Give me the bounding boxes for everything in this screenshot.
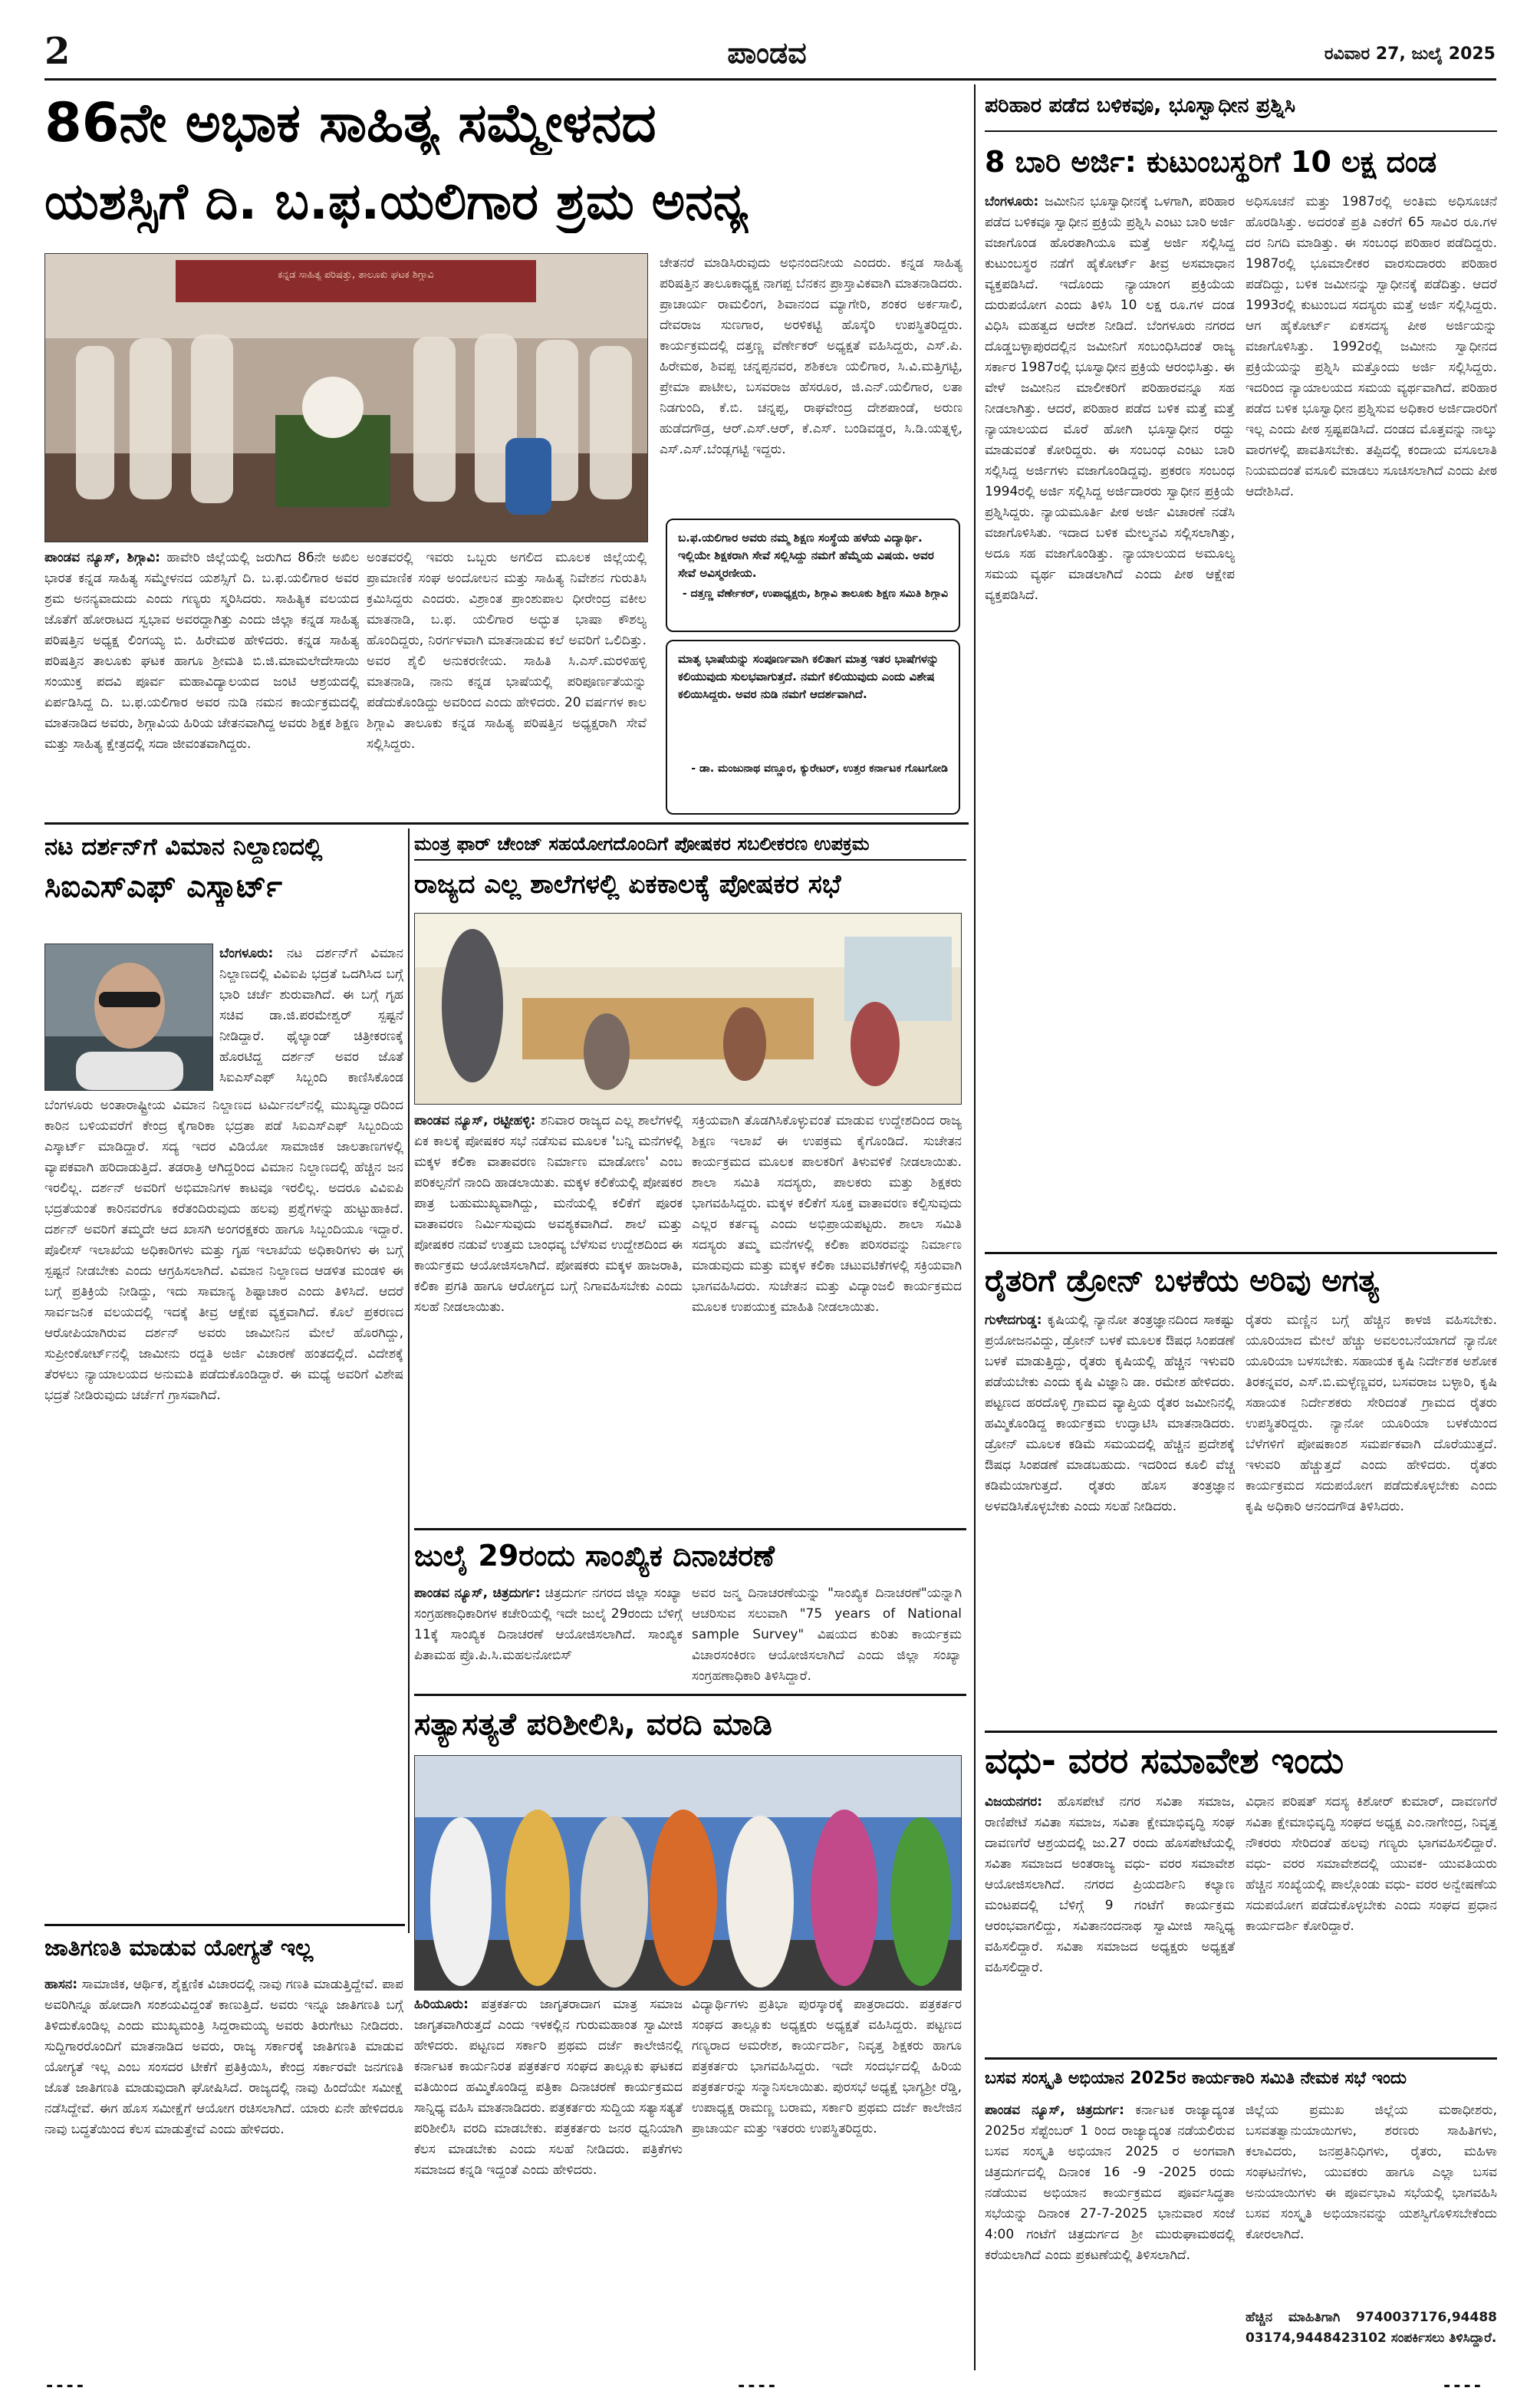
drone-dateline: ಗುಳೇದಗುಡ್ಡ:	[985, 1312, 1042, 1328]
wedding-col2: ವಿಧಾನ ಪರಿಷತ್ ಸದಸ್ಯ ಕಿಶೋರ್ ಕುಮಾರ್, ದಾವಣಗೆರೆ ಸವಿತಾ ಕ್ಷೇಮಾಭಿವೃದ್ಧಿ ಸಂಘದ ಅಧ್ಯಕ್ಷ ಎಂ.ನಾಗೇಂದ್ರ, ನಿವೃತ್ತ ನೌಕರರು ಸೇರಿದಂತೆ ಹಲವು ಗಣ್ಯರು ಭಾಗವಹಿಸಲಿದ್ದಾರೆ. ವಧು- ವರರ ಸಮಾವೇಶದಲ್ಲಿ ಯುವಕ- ಯುವತಿಯರು ಹೆಚ್ಚಿನ ಸಂಖ್ಯೆಯಲ್ಲಿ ಪಾಲ್ಗೊಂಡು ವಧು- ವರರ ಅನ್ವೇಷಣೆಯ ಸದುಪಯೋಗ ಪಡೆದುಕೊಳ್ಳಬೇಕು ಎಂದು ಸಂಘದ ಪ್ರಧಾನ ಕಾರ್ಯದರ್ಶಿ ಕೋರಿದ್ದಾರೆ.	[1245, 1794, 1497, 1934]
lead-caption-dateline: ಪಾಂಡವ ನ್ಯೂಸ್, ಶಿಗ್ಗಾವಿ:	[44, 550, 160, 565]
cisf-dateline: ಬೆಂಗಳೂರು:	[219, 946, 274, 961]
parents-photo	[414, 913, 962, 1105]
lead-bottom-rule	[44, 822, 969, 825]
lead-quote-box-2	[666, 640, 960, 815]
lead-headline-line2: ಯಶಸ್ಸಿಗೆ ದಿ. ಬ.ಫ.ಯಲಿಗಾರ ಶ್ರಮ ಅನನ್ಯ	[44, 172, 749, 231]
lead-col2: ಅಂತವರಲ್ಲಿ ಇವರು ಒಬ್ಬರು ಅಗಲಿದ ಮೂಲಕ ಜಿಲ್ಲೆಯಲ್ಲಿ ಪ್ರಾಮಾಣಿಕ ಸಂಘ ಅಂದೋಲನ ಮತ್ತು ಸಾಹಿತ್ಯ ನಿವೇಶನ ಗುರುತಿಸಿ ಕ್ರಮಿಸಿದ್ದರು ಎಂದರು. ವಿಶ್ರಾಂತ ಪ್ರಾಂಶುಪಾಲ ಧೀರೇಂದ್ರ ವಕೀಲ ಮಾತನಾಡಿ, ಬ.ಫ. ಯಲಿಗಾರ ಅದ್ಭುತ ಭಾಷಾ ಕೌಶಲ್ಯ ಹೊಂದಿದ್ದರು, ನಿರರ್ಗಳವಾಗಿ ಮಾತನಾಡುವ ಕಲೆ ಅವರಿಗೆ ಒಲಿದಿತ್ತು. ಅವರ ಶೈಲಿ ಅನುಕರಣೀಯ. ಸಾಹಿತಿ ಸಿ.ಎಸ್.ಮರಳಿಹಳ್ಳಿ ಮಾತನಾಡಿ, ನಾನು ಕನ್ನಡ ಭಾಷೆಯಲ್ಲಿ ಪರಿಪೂರ್ಣತೆಯನ್ನು ಪಡೆದುಕೊಂಡಿದ್ದು ಅವರಿಂದ ಎಂದು ಹೇಳಿದರು. 20 ವರ್ಷಗಳ ಕಾಲ ಶಿಗ್ಗಾವಿ ತಾಲೂಕು ಕನ್ನಡ ಸಾಹಿತ್ಯ ಪರಿಷತ್ತಿನ ಅಧ್ಯಕ್ಷರಾಗಿ ಸೇವೆ ಸಲ್ಲಿಸಿದ್ದರು.	[367, 550, 647, 752]
comp-dateline: ಬೆಂಗಳೂರು:	[985, 194, 1039, 209]
cisf-top-text-body: ನಟ ದರ್ಶನ್‌ಗೆ ವಿಮಾನ ನಿಲ್ದಾಣದಲ್ಲಿ ವಿವಿಐಪಿ ಭದ್ರತೆ ಒದಗಿಸಿದ ಬಗ್ಗೆ ಭಾರಿ ಚರ್ಚೆ ಶುರುವಾಗಿದೆ. ಈ ಬಗ್ಗೆ ಗೃಹ ಸಚಿವ ಡಾ.ಜಿ.ಪರಮೇಶ್ವರ್ ಸ್ಪಷ್ಟನೆ ನೀಡಿದ್ದಾರೆ. ಥೈಲ್ಯಾಂಡ್ ಚಿತ್ರೀಕರಣಕ್ಕೆ ಹೊರಟಿದ್ದ ದರ್ಶನ್ ಅವರ ಜೊತೆ ಸಿಐಎಸ್‌ಎಫ್ ಸಿಬ್ಬಂದಿ ಕಾಣಿಸಿಕೊಂಡ	[219, 946, 403, 1085]
lead-caption	[44, 548, 359, 816]
basava-dateline: ಪಾಂಡವ ನ್ಯೂಸ್, ಚಿತ್ರದುರ್ಗ:	[985, 2103, 1124, 2118]
caste-top-rule	[44, 1924, 405, 1926]
masthead-rule	[44, 78, 1496, 81]
cisf-photo	[44, 944, 213, 1091]
cisf-photo-image	[45, 944, 212, 1090]
footer-mark-center: ----	[736, 2376, 777, 2396]
wedding-headline: ವಧು- ವರರ ಸಮಾವೇಶ ಇಂದು	[985, 1740, 1344, 1781]
truth-photo-image	[415, 1756, 961, 1990]
parents-headline: ರಾಜ್ಯದ ಎಲ್ಲ ಶಾಲೆಗಳಲ್ಲಿ ಏಕಕಾಲಕ್ಕೆ ಪೋಷಕರ ಸಭೆ	[414, 869, 841, 900]
drone-col1-text: ಕೃಷಿಯಲ್ಲಿ ನ್ಯಾನೋ ತಂತ್ರಜ್ಞಾನದಿಂದ ಸಾಕಷ್ಟು ಪ್ರಯೋಜನವಿದ್ದು, ಡ್ರೋನ್ ಬಳಕೆ ಮೂಲಕ ಔಷಧ ಸಿಂಪಡಣೆ ಬಳಕೆ ಮಾಡುತ್ತಿದ್ದು, ರೈತರು ಕೃಷಿಯಲ್ಲಿ ಹೆಚ್ಚಿನ ಇಳುವರಿ ಪಡೆಯಬೇಕು ಎಂದು ಕೃಷಿ ವಿಜ್ಞಾನಿ ಡಾ. ರಮೇಶ ಹೇಳಿದರು. ಪಟ್ಟಣದ ಹರದೊಳ್ಳಿ ಗ್ರಾಮದ ವ್ಯಾಪ್ತಿಯ ರೈತರ ಜಮೀನಿನಲ್ಲಿ ಹಮ್ಮಿಕೊಂಡಿದ್ದ ಕಾರ್ಯಕ್ರಮ ಉದ್ಘಾಟಿಸಿ ಮಾತನಾಡಿದರು. ಡ್ರೋನ್ ಮೂಲಕ ಕಡಿಮೆ ಸಮಯದಲ್ಲಿ ಹೆಚ್ಚಿನ ಪ್ರದೇಶಕ್ಕೆ ಔಷಧ ಸಿಂಪಡಣೆ ಮಾಡಬಹುದು. ಇದರಿಂದ ಕೂಲಿ ವೆಚ್ಚ ಕಡಿಮೆಯಾಗುತ್ತದೆ. ರೈತರು ಹೊಸ ತಂತ್ರಜ್ಞಾನ ಅಳವಡಿಸಿಕೊಳ್ಳಬೇಕು ಎಂದು ಸಲಹೆ ನೀಡಿದರು.	[985, 1312, 1235, 1514]
truth-col1-text: ಪತ್ರಕರ್ತರು ಜಾಗೃತರಾದಾಗ ಮಾತ್ರ ಸಮಾಜ ಜಾಗೃತವಾಗಿರುತ್ತದೆ ಎಂದು ಇಳಕಲ್ಲಿನ ಗುರುಮಹಾಂತ ಸ್ವಾಮೀಜಿ ಹೇಳಿದರು. ಪಟ್ಟಣದ ಸರ್ಕಾರಿ ಪ್ರಥಮ ದರ್ಜೆ ಕಾಲೇಜಿನಲ್ಲಿ ಕರ್ನಾಟಕ ಕಾರ್ಯನಿರತ ಪತ್ರಕರ್ತರ ಸಂಘದ ತಾಲ್ಲೂಕು ಘಟಕದ ವತಿಯಿಂದ ಹಮ್ಮಿಕೊಂಡಿದ್ದ ಪತ್ರಿಕಾ ದಿನಾಚರಣೆ ಕಾರ್ಯಕ್ರಮದ ಸಾನ್ನಿಧ್ಯ ವಹಿಸಿ ಮಾತನಾಡಿದರು. ಪತ್ರಕರ್ತರು ಸುದ್ದಿಯ ಸತ್ಯಾಸತ್ಯತೆ ಪರಿಶೀಲಿಸಿ ವರದಿ ಮಾಡಬೇಕು. ಪತ್ರಕರ್ತರು ಜನರ ಧ್ವನಿಯಾಗಿ ಕೆಲಸ ಮಾಡಬೇಕು ಎಂದು ಸಲಹೆ ನೀಡಿದರು. ಪತ್ರಿಕೆಗಳು ಸಮಾಜದ ಕನ್ನಡಿ ಇದ್ದಂತೆ ಎಂದು ಹೇಳಿದರು.	[414, 1997, 683, 2178]
cisf-top-text	[219, 944, 403, 1089]
wedding-col1-text: ಹೊಸಪೇಟೆ ನಗರ ಸವಿತಾ ಸಮಾಜ, ರಾಣಿಪೇಟೆ ಸವಿತಾ ಸಮಾಜ, ಸವಿತಾ ಕ್ಷೇಮಾಭಿವೃದ್ಧಿ ಸಂಘ ದಾವಣಗೆರೆ ಆಶ್ರಯದಲ್ಲಿ ಜು.27 ರಂದು ಹೊಸಪೇಟೆಯಲ್ಲಿ ಸವಿತಾ ಸಮಾಜದ ಅಂತರಾಜ್ಯ ವಧು- ವರರ ಸಮಾವೇಶ ಆಯೋಜಿಸಲಾಗಿದೆ. ನಗರದ ಪ್ರಿಯದರ್ಶಿನಿ ಕಲ್ಯಾಣ ಮಂಟಪದಲ್ಲಿ ಬೆಳಿಗ್ಗೆ 9 ಗಂಟೆಗೆ ಕಾರ್ಯಕ್ರಮ ಆರಂಭವಾಗಲಿದ್ದು, ಸವಿತಾನಂದನಾಥ ಸ್ವಾಮೀಜಿ ಸಾನ್ನಿಧ್ಯ ವಹಿಸಲಿದ್ದಾರೆ. ಸವಿತಾ ಸಮಾಜದ ಅಧ್ಯಕ್ಷರು ಅಧ್ಯಕ್ಷತೆ ವಹಿಸಲಿದ್ದಾರೆ.	[985, 1794, 1235, 1975]
parents-col1-text: ಶನಿವಾರ ರಾಜ್ಯದ ಎಲ್ಲ ಶಾಲೆಗಳಲ್ಲಿ ಏಕ ಕಾಲಕ್ಕೆ ಪೋಷಕರ ಸಭೆ ನಡೆಸುವ ಮೂಲಕ 'ಬನ್ನಿ ಮನೆಗಳಲ್ಲಿ ಮಕ್ಕಳ ಕಲಿಕಾ ವಾತಾವರಣ ನಿರ್ಮಾಣ ಮಾಡೋಣ' ಎಂಬ ಪರಿಕಲ್ಪನೆಗೆ ನಾಂದಿ ಹಾಡಲಾಯಿತು. ಮಕ್ಕಳ ಕಲಿಕೆಯಲ್ಲಿ ಪೋಷಕರ ಪಾತ್ರ ಬಹುಮುಖ್ಯವಾಗಿದ್ದು, ಮನೆಯಲ್ಲಿ ಕಲಿಕೆಗೆ ಪೂರಕ ವಾತಾವರಣ ನಿರ್ಮಿಸುವುದು ಅವಶ್ಯಕವಾಗಿದೆ. ಶಾಲೆ ಮತ್ತು ಪೋಷಕರ ನಡುವೆ ಉತ್ತಮ ಬಾಂಧವ್ಯ ಬೆಳೆಸುವ ಉದ್ದೇಶದಿಂದ ಈ ಕಾರ್ಯಕ್ರಮ ಆಯೋಜಿಸಲಾಗಿದೆ. ಪೋಷಕರು ಮಕ್ಕಳ ಹಾಜರಾತಿ, ಕಲಿಕಾ ಪ್ರಗತಿ ಹಾಗೂ ಆರೋಗ್ಯದ ಬಗ್ಗೆ ನಿಗಾವಹಿಸಬೇಕು ಎಂದು ಸಲಹೆ ನೀಡಲಾಯಿತು.	[414, 1113, 683, 1315]
cisf-headline-line2: ಸಿಐಎಸ್‌ಎಫ್ ಎಸ್ಕಾರ್ಟ್	[44, 869, 282, 904]
comp-col1	[985, 192, 1235, 1289]
caste-body	[44, 1974, 403, 2358]
lead-quote-box-1	[666, 519, 960, 632]
parents-col2: ಸಕ್ರಿಯವಾಗಿ ತೊಡಗಿಸಿಕೊಳ್ಳುವಂತೆ ಮಾಡುವ ಉದ್ದೇಶದಿಂದ ರಾಜ್ಯ ಶಿಕ್ಷಣ ಇಲಾಖೆ ಈ ಉಪಕ್ರಮ ಕೈಗೊಂಡಿದೆ. ಸುಚೇತನ ಕಾರ್ಯಕ್ರಮದ ಮೂಲಕ ಪಾಲಕರಿಗೆ ತಿಳುವಳಿಕೆ ನೀಡಲಾಯಿತು. ಶಾಲಾ ಸಮಿತಿ ಸದಸ್ಯರು, ಪಾಲಕರು ಮತ್ತು ಶಿಕ್ಷಕರು ಭಾಗವಹಿಸಿದ್ದರು. ಮಕ್ಕಳ ಕಲಿಕೆಗೆ ಸೂಕ್ತ ವಾತಾವರಣ ಕಲ್ಪಿಸುವುದು ಎಲ್ಲರ ಕರ್ತವ್ಯ ಎಂದು ಅಭಿಪ್ರಾಯಪಟ್ಟರು. ಶಾಲಾ ಸಮಿತಿ ಸದಸ್ಯರು ತಮ್ಮ ಮನೆಗಳಲ್ಲಿ ಕಲಿಕಾ ಪರಿಸರವನ್ನು ನಿರ್ಮಾಣ ಮಾಡುವುದು ಮತ್ತು ಮಕ್ಕಳ ಕಲಿಕಾ ಚಟುವಟಿಕೆಗಳಲ್ಲಿ ಸಕ್ರಿಯವಾಗಿ ಭಾಗವಹಿಸಿದರು. ಸುಚೇತನ ಮತ್ತು ವಿದ್ಯಾಂಜಲಿ ಕಾರ್ಯಕ್ರಮದ ಮೂಲಕ ಉಪಯುಕ್ತ ಮಾಹಿತಿ ನೀಡಲಾಯಿತು.	[692, 1113, 962, 1315]
page-number: 2	[44, 30, 71, 73]
stats-col2: ಅವರ ಜನ್ಮ ದಿನಾಚರಣೆಯನ್ನು "ಸಾಂಖ್ಯಿಕ ದಿನಾಚರಣೆ"ಯನ್ನಾಗಿ ಆಚರಿಸುವ ಸಲುವಾಗಿ "75 years of National sample Survey" ವಿಷಯದ ಕುರಿತು ಕಾರ್ಯಕ್ರಮ ವಿಚಾರಸಂಕಿರಣ ಆಯೋಜಿಸಲಾಗಿದೆ ಎಂದು ಜಿಲ್ಲಾ ಸಂಖ್ಯಾ ಸಂಗ್ರಹಣಾಧಿಕಾರಿ ತಿಳಿಸಿದ್ದಾರೆ.	[692, 1586, 962, 1684]
caste-body-text: ಸಾಮಾಜಿಕ, ಆರ್ಥಿಕ, ಶೈಕ್ಷಣಿಕ ವಿಚಾರದಲ್ಲಿ ನಾವು ಗಣತಿ ಮಾಡುತ್ತಿದ್ದೇವೆ. ಪಾಪ ಅವರಿಗಿನ್ನೂ ಹೋದಾಗಿ ಸಂಶಯವಿದ್ದಂತೆ ಕಾಣುತ್ತಿದೆ. ಅವರು ಇನ್ನೂ ಜಾತಿಗಣತಿ ಬಗ್ಗೆ ತಿಳಿದುಕೊಂಡಿಲ್ಲ ಎಂದು ಮುಖ್ಯಮಂತ್ರಿ ಸಿದ್ದರಾಮಯ್ಯ ಅವರು ತಿರುಗೇಟು ನೀಡಿದರು. ಸುದ್ದಿಗಾರರೊಂದಿಗೆ ಮಾತನಾಡಿದ ಅವರು, ರಾಜ್ಯ ಸರ್ಕಾರಕ್ಕೆ ಜಾತಿಗಣತಿ ಮಾಡುವ ಯೋಗ್ಯತೆ ಇಲ್ಲ ಎಂಬ ಸಂಸದರ ಟೀಕೆಗೆ ಪ್ರತಿಕ್ರಿಯಿಸಿ, ಕೇಂದ್ರ ಸರ್ಕಾರವೇ ಜನಗಣತಿ ಜೊತೆ ಜಾತಿಗಣತಿ ಮಾಡುವುದಾಗಿ ಘೋಷಿಸಿದೆ. ರಾಜ್ಯದಲ್ಲಿ ನಾವು ಹಿಂದೆಯೇ ಸಮೀಕ್ಷೆ ನಡೆಸಿದ್ದೇವೆ. ಈಗ ಹೊಸ ಸಮೀಕ್ಷೆಗೆ ಆಯೋಗ ರಚಿಸಲಾಗಿದೆ. ಯಾರು ಏನೇ ಹೇಳಿದರೂ ನಾವು ಬದ್ಧತೆಯಿಂದ ಕೆಲಸ ಮಾಡುತ್ತೇವೆ ಎಂದು ಹೇಳಿದರು.	[44, 1977, 403, 2137]
parents-col1	[414, 1111, 683, 1525]
comp-kicker: ಪರಿಹಾರ ಪಡೆದ ಬಳಿಕವೂ, ಭೂಸ್ವಾಧೀನ ಪ್ರಶ್ನಿಸಿ	[985, 94, 1296, 117]
cisf-headline-line1: ನಟ ದರ್ಶನ್‌ಗೆ ವಿಮಾನ ನಿಲ್ದಾಣದಲ್ಲಿ	[44, 833, 323, 861]
lead-photo-image	[45, 254, 647, 542]
stats-dateline: ಪಾಂಡವ ನ್ಯೂಸ್, ಚಿತ್ರದುರ್ಗ:	[414, 1586, 541, 1601]
parents-bottom-rule	[414, 1528, 966, 1530]
cisf-column-rule	[408, 828, 410, 1933]
footer-mark-right: ----	[1442, 2376, 1482, 2396]
footer-mark-left: ----	[44, 2376, 85, 2396]
quote1-attrib: - ದತ್ತಣ್ಣ ವೆರ್ಣೇಕರ್, ಉಪಾಧ್ಯಕ್ಷರು, ಶಿಗ್ಗಾವಿ ತಾಲೂಕು ಶಿಕ್ಷಣ ಸಮಿತಿ ಶಿಗ್ಗಾವಿ	[682, 588, 948, 600]
wedding-col1	[985, 1792, 1235, 2053]
truth-headline: ಸತ್ಯಾಸತ್ಯತೆ ಪರಿಶೀಲಿಸಿ, ವರದಿ ಮಾಡಿ	[414, 1707, 772, 1742]
comp-headline: 8 ಬಾರಿ ಅರ್ಜಿ: ಕುಟುಂಬಸ್ಥರಿಗೆ 10 ಲಕ್ಷ ದಂಡ	[985, 145, 1437, 179]
parents-kicker-rule	[414, 859, 966, 861]
cisf-body: ಬೆಂಗಳೂರು ಅಂತಾರಾಷ್ಟ್ರೀಯ ವಿಮಾನ ನಿಲ್ದಾಣದ ಟರ್ಮಿನಲ್‌ನಲ್ಲಿ ಮುಖ್ಯದ್ವಾರದಿಂದ ಕಾರಿನ ಬಳಿಯವರೆಗೆ ಕೇಂದ್ರ ಕೈಗಾರಿಕಾ ಭದ್ರತಾ ಪಡೆ ಸಿಐಎಸ್‌ಎಫ್ ಸಿಬ್ಬಂದಿಯ ಎಸ್ಕಾರ್ಟ್ ಮಾಡಿದ್ದಾರೆ. ಸದ್ಯ ಇದರ ವಿಡಿಯೋ ಸಾಮಾಜಿಕ ಜಾಲತಾಣಗಳಲ್ಲಿ ವ್ಯಾಪಕವಾಗಿ ಹರಿದಾಡುತ್ತಿದೆ. ತಡರಾತ್ರಿ ಆಗಿದ್ದರಿಂದ ವಿಮಾನ ನಿಲ್ದಾಣದಲ್ಲಿ ಹೆಚ್ಚಿನ ಜನ ಇರಲಿಲ್ಲ. ದರ್ಶನ್ ಅವರಿಗೆ ಅಭಿಮಾನಿಗಳ ಕಾಟವೂ ಇರಲಿಲ್ಲ. ಅದರೂ ವಿವಿಐಪಿ ಭದ್ರತೆಯಂತೆ ಕಾರಿನವರೆಗೂ ಕರೆತಂದಿರುವುದು ಹಲವು ಪ್ರಶ್ನೆಗಳನ್ನು ಹುಟ್ಟುಹಾಕಿದೆ. ದರ್ಶನ್ ಅವರಿಗೆ ತಮ್ಮದೇ ಆದ ಖಾಸಗಿ ಅಂಗರಕ್ಷಕರು ಹಾಗೂ ಸಿಬ್ಬಂದಿಯೂ ಇದ್ದಾರೆ. ಪೊಲೀಸ್ ಇಲಾಖೆಯ ಅಧಿಕಾರಿಗಳು ಮತ್ತು ಗೃಹ ಇಲಾಖೆಯ ಅಧಿಕಾರಿಗಳು ಈ ಬಗ್ಗೆ ಸ್ಪಷ್ಟನೆ ನೀಡಬೇಕು ಎಂದು ಆಗ್ರಹಿಸಲಾಗಿದೆ. ವಿಮಾನ ನಿಲ್ದಾಣದ ಆಡಳಿತ ಮಂಡಳಿ ಈ ಬಗ್ಗೆ ಪ್ರತಿಕ್ರಿಯೆ ನೀಡಿದ್ದು, ಇದು ಸಾಮಾನ್ಯ ಶಿಷ್ಟಾಚಾರ ಎಂದು ತಿಳಿಸಿದೆ. ಆದರೆ ಸಾರ್ವಜನಿಕ ವಲಯದಲ್ಲಿ ಇದಕ್ಕೆ ತೀವ್ರ ಆಕ್ಷೇಪ ವ್ಯಕ್ತವಾಗಿದೆ. ಕೊಲೆ ಪ್ರಕರಣದ ಆರೋಪಿಯಾಗಿರುವ ದರ್ಶನ್ ಅವರು ಜಾಮೀನಿನ ಮೇಲೆ ಹೊರಗಿದ್ದು, ಸುಪ್ರೀಂಕೋರ್ಟ್‌ನಲ್ಲಿ ಜಾಮೀನು ರದ್ದತಿ ಅರ್ಜಿ ವಿಚಾರಣೆ ಹಂತದಲ್ಲಿದೆ. ವಿದೇಶಕ್ಕೆ ತೆರಳಲು ನ್ಯಾಯಾಲಯದ ಅನುಮತಿ ಪಡೆದುಕೊಂಡಿದ್ದಾರೆ. ಈ ಮಧ್ಯೆ ಅವರಿಗೆ ವಿಶೇಷ ಭದ್ರತೆ ನೀಡಿರುವುದು ಚರ್ಚೆಗೆ ಗ್ರಾಸವಾಗಿದೆ.	[44, 1098, 403, 1403]
stats-col1-text: ಚಿತ್ರದುರ್ಗ ನಗರದ ಜಿಲ್ಲಾ ಸಂಖ್ಯಾ ಸಂಗ್ರಹಣಾಧಿಕಾರಿಗಳ ಕಚೇರಿಯಲ್ಲಿ ಇದೇ ಜುಲೈ 29ರಂದು ಬೆಳಿಗ್ಗೆ 11ಕ್ಕೆ ಸಾಂಖ್ಯಿಕ ದಿನಾಚರಣೆ ಆಯೋಜಿಸಲಾಗಿದೆ. ಸಾಂಖ್ಯಿಕ ಪಿತಾಮಹ ಪ್ರೊ.ಪಿ.ಸಿ.ಮಹಲನೋಬಿಸ್	[414, 1586, 683, 1663]
issue-date: ರವಿವಾರ 27, ಜುಲೈ 2025	[1324, 44, 1496, 64]
drone-col1	[985, 1310, 1235, 1724]
truth-dateline: ಹಿರಿಯೂರು:	[414, 1997, 469, 2012]
basava-col1-text: ಕರ್ನಾಟಕ ರಾಜ್ಯಾದ್ಯಂತ 2025ರ ಸೆಪ್ಟೆಂಬರ್ 1 ರಿಂದ ರಾಜ್ಯಾದ್ಯಂತ ನಡೆಯಲಿರುವ ಬಸವ ಸಂಸ್ಕೃತಿ ಅಭಿಯಾನ 2025 ರ ಅಂಗವಾಗಿ ಚಿತ್ರದುರ್ಗದಲ್ಲಿ ದಿನಾಂಕ 16 -9 -2025 ರಂದು ನಡೆಯುವ ಅಭಿಯಾನ ಕಾರ್ಯಕ್ರಮದ ಪೂರ್ವಸಿದ್ಧತಾ ಸಭೆಯನ್ನು ದಿನಾಂಕ 27-7-2025 ಭಾನುವಾರ ಸಂಜೆ 4:00 ಗಂಟೆಗೆ ಚಿತ್ರದುರ್ಗದ ಶ್ರೀ ಮುರುಘಾಮಠದಲ್ಲಿ ಕರೆಯಲಾಗಿದೆ ಎಂದು ಪ್ರಕಟಣೆಯಲ್ಲಿ ತಿಳಿಸಲಾಗಿದೆ.	[985, 2103, 1235, 2263]
drone-headline: ರೈತರಿಗೆ ಡ್ರೋನ್ ಬಳಕೆಯ ಅರಿವು ಅಗತ್ಯ	[985, 1263, 1380, 1299]
stats-bottom-rule	[414, 1694, 966, 1696]
lead-caption-text: ಹಾವೇರಿ ಜಿಲ್ಲೆಯಲ್ಲಿ ಜರುಗಿದ 86ನೇ ಅಖಿಲ ಭಾರತ ಕನ್ನಡ ಸಾಹಿತ್ಯ ಸಮ್ಮೇಳನದ ಯಶಸ್ಸಿಗೆ ದಿ. ಬ.ಫ.ಯಲಿಗಾರ ಅವರ ಶ್ರಮ ಅನನ್ಯವಾದುದು ಎಂದು ಗಣ್ಯರು ಸ್ಮರಿಸಿದರು. ಸಾಹಿತ್ಯಿಕ ವಲಯದ ಜೊತೆಗೆ ಹೋರಾಟದ ಸ್ವಭಾವ ಅವರದ್ದಾಗಿತ್ತು ಎಂದು ಜಿಲ್ಲಾ ಕನ್ನಡ ಸಾಹಿತ್ಯ ಪರಿಷತ್ತಿನ ಅಧ್ಯಕ್ಷ ಲಿಂಗಯ್ಯ ಬಿ. ಹಿರೇಮಠ ಹೇಳಿದರು. ಕನ್ನಡ ಸಾಹಿತ್ಯ ಪರಿಷತ್ತಿನ ತಾಲೂಕು ಘಟಕ ಹಾಗೂ ಶ್ರೀಮತಿ ಬಿ.ಜಿ.ಮಾಮಲೇದೇಸಾಯಿ ಸಂಯುಕ್ತ ಪದವಿ ಪೂರ್ವ ಮಹಾವಿದ್ಯಾಲಯದ ಜಂಟಿ ಆಶ್ರಯದಲ್ಲಿ ಏರ್ಪಡಿಸಿದ್ದ ದಿ. ಬ.ಫ.ಯಲಿಗಾರ ಅವರ ನುಡಿ ನಮನ ಕಾರ್ಯಕ್ರಮದಲ್ಲಿ ಮಾತನಾಡಿದ ಅವರು, ಶಿಗ್ಗಾವಿಯ ಹಿರಿಯ ಚೇತನವಾಗಿದ್ದ ಅವರು ಶಿಕ್ಷಕ ಶಿಕ್ಷಣ ಮತ್ತು ಸಾಹಿತ್ಯ ಕ್ಷೇತ್ರದಲ್ಲಿ ಸದಾ ಜೀವಂತವಾಗಿದ್ದರು.	[44, 550, 359, 752]
basava-col2: ಜಿಲ್ಲೆಯ ಪ್ರಮುಖ ಜಿಲ್ಲೆಯ ಮಠಾಧೀಶರು, ಬಸವತತ್ವಾನುಯಾಯಿಗಳು, ಶರಣರು ಸಾಹಿತಿಗಳು, ಕಲಾವಿದರು, ಜನಪ್ರತಿನಿಧಿಗಳು, ರೈತರು, ಮಹಿಳಾ ಸಂಘಟನೆಗಳು, ಯುವಕರು ಹಾಗೂ ಎಲ್ಲಾ ಬಸವ ಅನುಯಾಯಿಗಳು ಈ ಪೂರ್ವಭಾವಿ ಸಭೆಯಲ್ಲಿ ಭಾಗವಹಿಸಿ ಬಸವ ಸಂಸ್ಕೃತಿ ಅಭಿಯಾನವನ್ನು ಯಶಸ್ವಿಗೊಳಿಸಬೇಕೆಂದು ಕೋರಲಾಗಿದೆ.	[1245, 2103, 1497, 2242]
parents-dateline: ಪಾಂಡವ ನ್ಯೂಸ್, ರಟ್ಟೀಹಳ್ಳಿ:	[414, 1113, 536, 1128]
quote1-text: ಬ.ಫ.ಯಲಿಗಾರ ಅವರು ನಮ್ಮ ಶಿಕ್ಷಣ ಸಂಸ್ಥೆಯ ಹಳೆಯ ವಿದ್ಯಾರ್ಥಿ. ಇಲ್ಲಿಯೇ ಶಿಕ್ಷಕರಾಗಿ ಸೇವೆ ಸಲ್ಲಿಸಿದ್ದು ನಮಗೆ ಹೆಮ್ಮೆಯ ವಿಷಯ. ಅವರ ಸೇವೆ ಅವಿಸ್ಮರಣೀಯ.	[678, 531, 934, 580]
wedding-dateline: ವಿಜಯನಗರ:	[985, 1794, 1043, 1810]
comp-kicker-rule	[985, 130, 1497, 132]
parents-kicker: ಮಂತ್ರ ಫಾರ್ ಚೇಂಜ್ ಸಹಯೋಗದೊಂದಿಗೆ ಪೋಷಕರ ಸಬಲೀಕರಣ ಉಪಕ್ರಮ	[414, 833, 870, 855]
basava-contact: ಹೆಚ್ಚಿನ ಮಾಹಿತಿಗಾಗಿ 9740037176,94488 03174,9448423102 ಸಂಪರ್ಕಿಸಲು ತಿಳಿಸಿದ್ದಾರೆ.	[1245, 2310, 1497, 2346]
stats-col1	[414, 1583, 683, 1691]
lead-photo	[44, 253, 648, 542]
truth-photo	[414, 1755, 962, 1991]
lead-headline-line1: 86ನೇ ಅಭಾಕ ಸಾಹಿತ್ಯ ಸಮ್ಮೇಳನದ	[44, 91, 656, 154]
right-column-rule	[974, 84, 976, 2370]
lead-photo-banner: ಕನ್ನಡ ಸಾಹಿತ್ಯ ಪರಿಷತ್ತು, ತಾಲೂಕು ಘಟಕ ಶಿಗ್ಗಾವಿ	[278, 269, 434, 281]
basava-col1	[985, 2100, 1235, 2370]
caste-dateline: ಹಾಸನ:	[44, 1977, 78, 1992]
caste-headline: ಜಾತಿಗಣತಿ ಮಾಡುವ ಯೋಗ್ಯತೆ ಇಲ್ಲ	[44, 1935, 314, 1961]
wedding-bottom-rule	[985, 2057, 1497, 2060]
truth-col1	[414, 1994, 683, 2363]
lead-col3: ಚೇತನರೆ ಮಾಡಿಸಿರುವುದು ಅಭಿನಂದನೀಯ ಎಂದರು. ಕನ್ನಡ ಸಾಹಿತ್ಯ ಪರಿಷತ್ತಿನ ತಾಲೂಕಾಧ್ಯಕ್ಷ ನಾಗಪ್ಪ ಬೆನಕನ ಪ್ರಾಸ್ತಾವಿಕವಾಗಿ ಮಾತನಾಡಿದರು. ಪ್ರಾಚಾರ್ಯ ರಾಮಲಿಂಗ, ಶಿವಾನಂದ ಮ್ಯಾಗೇರಿ, ಶಂಕರ ಅರ್ಕಸಾಲಿ, ದೇವರಾಜ ಸುಣಗಾರ, ಅರಳಿಕಟ್ಟಿ ಹೊಸ್ಕೆರಿ ಉಪಸ್ಥಿತರಿದ್ದರು. ಕಾರ್ಯಕ್ರಮದಲ್ಲಿ ದತ್ತಣ್ಣ ವೆರ್ಣೇಕರ್ ಅಧ್ಯಕ್ಷತೆ ವಹಿಸಿದ್ದರು, ಎಸ್.ಪಿ. ಹಿರೇಮಠ, ಶಿವಪ್ಪ ಚನ್ನಪ್ಪನವರ, ಶಶಿಕಲಾ ಯಲಿಗಾರ, ಸಿ.ವಿ.ಮತ್ತಿಗಟ್ಟಿ, ಪ್ರೇಮಾ ಪಾಟೀಲ, ಬಸವರಾಜ ಹೆಸರೂರ, ಜಿ.ಎನ್.ಯಲಿಗಾರ, ಲತಾ ನಿಡಗುಂದಿ, ಕೆ.ಬಿ. ಚನ್ನಪ್ಪ, ರಾಘವೇಂದ್ರ ದೇಶಪಾಂಡೆ, ಅರುಣ ಹುಡೆದಗೌಡ್ರ, ಆರ್.ಎಸ್.ಆರ್, ಕೆ.ಎಸ್. ಬಂಡಿವಡ್ಡರ, ಸಿ.ಡಿ.ಯತ್ನಳ್ಳಿ, ಎಸ್.ಎಸ್.ಬೆಂಡ್ಲಗಟ್ಟಿ ಇದ್ದರು.	[660, 255, 962, 457]
paper-name: ಪಾಂಡವ	[727, 36, 807, 70]
parents-photo-image	[415, 914, 961, 1104]
comp-col2: ಅಧಿಸೂಚನೆ ಮತ್ತು 1987ರಲ್ಲಿ ಅಂತಿಮ ಅಧಿಸೂಚನೆ ಹೊರಡಿಸಿತ್ತು. ಅದರಂತೆ ಪ್ರತಿ ಎಕರೆಗೆ 65 ಸಾವಿರ ರೂ.ಗಳ ದರ ನಿಗದಿ ಮಾಡಿತ್ತು. ಈ ಸಂಬಂಧ ಪರಿಹಾರ ಪಡೆದಿದ್ದರು. 1987ರಲ್ಲಿ ಭೂಮಾಲೀಕರ ವಾರಸುದಾರರು ಪರಿಹಾರ ಪಡೆದಿದ್ದು, ಬಳಿಕ ಜಮೀನನ್ನು ಸ್ವಾಧೀನಕ್ಕೆ ಪಡೆದಿತ್ತು. ಆದರೆ 1993ರಲ್ಲಿ ಕುಟುಂಬದ ಸದಸ್ಯರು ಮತ್ತೆ ಅರ್ಜಿ ಸಲ್ಲಿಸಿದ್ದರು. ಆಗ ಹೈಕೋರ್ಟ್ ಏಕಸದಸ್ಯ ಪೀಠ ಅರ್ಜಿಯನ್ನು ವಜಾಗೊಳಿಸಿತ್ತು. 1992ರಲ್ಲಿ ಜಮೀನು ಸ್ವಾಧೀನದ ಪ್ರಕ್ರಿಯೆಯನ್ನು ಪ್ರಶ್ನಿಸಿ ಮತ್ತೊಂದು ಅರ್ಜಿ ಸಲ್ಲಿಸಿದ್ದರು. ಇದರಿಂದ ನ್ಯಾಯಾಲಯದ ಸಮಯ ವ್ಯರ್ಥವಾಗಿದೆ. ಪರಿಹಾರ ಪಡೆದ ಬಳಿಕ ಭೂಸ್ವಾಧೀನ ಪ್ರಶ್ನಿಸುವ ಅಧಿಕಾರ ಅರ್ಜಿದಾರರಿಗೆ ಇಲ್ಲ ಎಂದು ಪೀಠ ಸ್ಪಷ್ಟಪಡಿಸಿದೆ. ದಂಡದ ಮೊತ್ತವನ್ನು ನಾಲ್ಕು ವಾರಗಳಲ್ಲಿ ಪಾವತಿಸಬೇಕು. ತಪ್ಪಿದಲ್ಲಿ ಕಂದಾಯ ವಸೂಲಾತಿ ನಿಯಮದಂತೆ ವಸೂಲಿ ಮಾಡಲು ಸೂಚಿಸಲಾಗಿದೆ ಎಂದು ಪೀಠ ಆದೇಶಿಸಿದೆ.	[1245, 194, 1497, 499]
quote2-attrib: - ಡಾ. ಮಂಜುನಾಥ ವಣ್ಣೂರ, ಕ್ಯುರೇಟರ್, ಉತ್ತರ ಕರ್ನಾಟಕ ಗೊಟಗೋಡಿ	[691, 762, 948, 775]
stats-headline: ಜುಲೈ 29ರಂದು ಸಾಂಖ್ಯಿಕ ದಿನಾಚರಣೆ	[414, 1539, 775, 1573]
comp-bottom-rule	[985, 1252, 1497, 1254]
quote2-text: ಮಾತೃ ಭಾಷೆಯನ್ನು ಸಂಪೂರ್ಣವಾಗಿ ಕಲಿತಾಗ ಮಾತ್ರ ಇತರ ಭಾಷೆಗಳನ್ನು ಕಲಿಯುವುದು ಸುಲಭವಾಗುತ್ತದೆ. ನಮಗೆ ಕಲಿಯುವುದು ಎಂದು ವಿಶೇಷ ಕಲಿಯಿಸಿದ್ದರು. ಅವರ ನುಡಿ ನಮಗೆ ಆದರ್ಶವಾಗಿದೆ.	[678, 652, 939, 701]
basava-headline: ಬಸವ ಸಂಸ್ಕೃತಿ ಅಭಿಯಾನ 2025ರ ಕಾರ್ಯಕಾರಿ ಸಮಿತಿ ನೇಮಕ ಸಭೆ ಇಂದು	[985, 2069, 1407, 2088]
basava-col2-wrap	[1245, 2100, 1497, 2370]
truth-col2: ವಿದ್ಯಾರ್ಥಿಗಳು ಪ್ರತಿಭಾ ಪುರಸ್ಕಾರಕ್ಕೆ ಪಾತ್ರರಾದರು. ಪತ್ರಕರ್ತರ ಸಂಘದ ತಾಲ್ಲೂಕು ಅಧ್ಯಕ್ಷರು ಅಧ್ಯಕ್ಷತೆ ವಹಿಸಿದ್ದರು. ಪಟ್ಟಣದ ಗಣ್ಯರಾದ ಅಮರೇಶ, ಕಾರ್ಯದರ್ಶಿ, ನಿವೃತ್ತ ಶಿಕ್ಷಕರು ಹಾಗೂ ಪತ್ರಕರ್ತರು ಭಾಗವಹಿಸಿದ್ದರು. ಇದೇ ಸಂದರ್ಭದಲ್ಲಿ ಹಿರಿಯ ಪತ್ರಕರ್ತರನ್ನು ಸನ್ಮಾನಿಸಲಾಯಿತು. ಪುರಸಭೆ ಅಧ್ಯಕ್ಷೆ ಭಾಗ್ಯಶ್ರೀ ರೆಡ್ಡಿ, ಉಪಾಧ್ಯಕ್ಷ ರಾಮಣ್ಣ ಬರಾಮ, ಸರ್ಕಾರಿ ಪ್ರಥಮ ದರ್ಜೆ ಕಾಲೇಜಿನ ಪ್ರಾಚಾರ್ಯ ಮತ್ತು ಇತರರು ಉಪಸ್ಥಿತರಿದ್ದರು.	[692, 1997, 962, 2136]
drone-col2: ರೈತರು ಮಣ್ಣಿನ ಬಗ್ಗೆ ಹೆಚ್ಚಿನ ಕಾಳಜಿ ವಹಿಸಬೇಕು. ಯೂರಿಯಾದ ಮೇಲೆ ಹೆಚ್ಚು ಅವಲಂಬನೆಯಾಗದೆ ನ್ಯಾನೋ ಯೂರಿಯಾ ಬಳಸಬೇಕು. ಸಹಾಯಕ ಕೃಷಿ ನಿರ್ದೇಶಕ ಅಶೋಕ ತಿರಕನ್ನವರ, ಎಸ್.ಬಿ.ಮಳ್ಳೆಣ್ಣವರ, ಬಸವರಾಜ ಬಳ್ಳಾರಿ, ಕೃಷಿ ಸಹಾಯಕ ನಿರ್ದೇಶಕರು ಸೇರಿದಂತೆ ಗ್ರಾಮದ ರೈತರು ಉಪಸ್ಥಿತರಿದ್ದರು. ನ್ಯಾನೋ ಯೂರಿಯಾ ಬಳಕೆಯಿಂದ ಬೆಳೆಗಳಿಗೆ ಪೋಷಕಾಂಶ ಸಮರ್ಪಕವಾಗಿ ದೊರೆಯುತ್ತದೆ. ಇಳುವರಿ ಹೆಚ್ಚುತ್ತದೆ ಎಂದು ಹೇಳಿದರು. ರೈತರು ಕಾರ್ಯಕ್ರಮದ ಸದುಪಯೋಗ ಪಡೆದುಕೊಳ್ಳಬೇಕು ಎಂದು ಕೃಷಿ ಅಧಿಕಾರಿ ಆನಂದಗೌಡ ತಿಳಿಸಿದರು.	[1245, 1312, 1497, 1514]
comp-col1-text: ಜಮೀನಿನ ಭೂಸ್ವಾಧೀನಕ್ಕೆ ಒಳಗಾಗಿ, ಪರಿಹಾರ ಪಡೆದ ಬಳಿಕವೂ ಸ್ವಾಧೀನ ಪ್ರಕ್ರಿಯೆ ಪ್ರಶ್ನಿಸಿ ಎಂಟು ಬಾರಿ ಅರ್ಜಿ ವಜಾಗೊಂಡ ಹೊರತಾಗಿಯೂ ಮತ್ತೆ ಅರ್ಜಿ ಸಲ್ಲಿಸಿದ್ದ ಕುಟುಂಬಸ್ಥರ ನಡೆಗೆ ಹೈಕೋರ್ಟ್ ತೀವ್ರ ಅಸಮಾಧಾನ ವ್ಯಕ್ತಪಡಿಸಿದೆ. ಇದೊಂದು ನ್ಯಾಯಾಂಗ ಪ್ರಕ್ರಿಯೆಯ ದುರುಪಯೋಗ ಎಂದು ತಿಳಿಸಿ 10 ಲಕ್ಷ ರೂ.ಗಳ ದಂಡ ವಿಧಿಸಿ ಮಹತ್ವದ ಆದೇಶ ನೀಡಿದೆ. ಬೆಂಗಳೂರು ನಗರದ ದೊಡ್ಡಬಳ್ಳಾಪುರದಲ್ಲಿನ ಜಮೀನಿಗೆ ಸಂಬಂಧಿಸಿದಂತೆ ರಾಜ್ಯ ಸರ್ಕಾರ 1987ರಲ್ಲಿ ಭೂಸ್ವಾಧೀನ ಪ್ರಕ್ರಿಯೆ ಆರಂಭಿಸಿತ್ತು. ಈ ವೇಳೆ ಜಮೀನಿನ ಮಾಲೀಕರಿಗೆ ಪರಿಹಾರವನ್ನೂ ಸಹ ನೀಡಲಾಗಿತ್ತು. ಆದರೆ, ಪರಿಹಾರ ಪಡೆದ ಬಳಿಕ ಮತ್ತೆ ಮತ್ತೆ ನ್ಯಾಯಾಲಯದ ಮೊರೆ ಹೋಗಿ ಭೂಸ್ವಾಧೀನ ರದ್ದು ಮಾಡುವಂತೆ ಕೋರಿದ್ದರು. ಈ ಸಂಬಂಧ ಎಂಟು ಬಾರಿ ಸಲ್ಲಿಸಿದ್ದ ಅರ್ಜಿಗಳು ವಜಾಗೊಂಡಿದ್ದವು. ಪ್ರಕರಣ ಸಂಬಂಧ 1994ರಲ್ಲಿ ಅರ್ಜಿ ಸಲ್ಲಿಸಿದ್ದ ಅರ್ಜಿದಾರರು ಸ್ವಾಧೀನ ಪ್ರಕ್ರಿಯೆ ಪ್ರಶ್ನಿಸಿದ್ದರು. ನ್ಯಾಯಮೂರ್ತಿ ಪೀಠ ಅರ್ಜಿ ವಿಚಾರಣೆ ನಡೆಸಿ ವಜಾಗೊಳಿಸಿತು. ಇದಾದ ಬಳಿಕ ಮೇಲ್ಮನವಿ ಸಲ್ಲಿಸಲಾಗಿತ್ತು, ಅದೂ ಸಹ ವಜಾಗೊಂಡಿತ್ತು. ನ್ಯಾಯಾಲಯದ ಅಮೂಲ್ಯ ಸಮಯ ವ್ಯರ್ಥ ಮಾಡಲಾಗಿದೆ ಎಂದು ಪೀಠ ಆಕ್ಷೇಪ ವ್ಯಕ್ತಪಡಿಸಿದೆ.	[985, 194, 1235, 603]
drone-bottom-rule	[985, 1731, 1497, 1733]
